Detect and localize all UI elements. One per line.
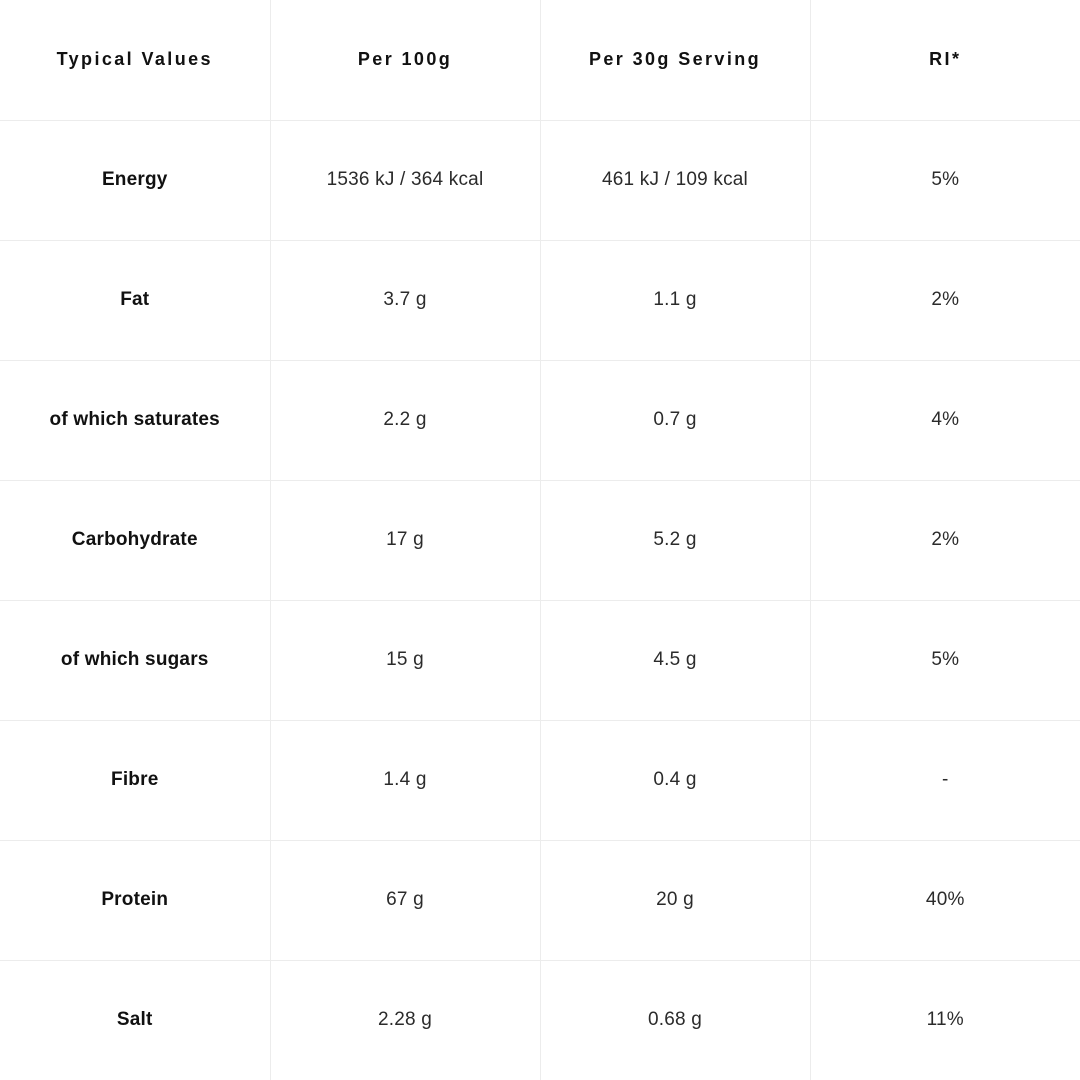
- table-row: [0, 360, 1080, 480]
- value-per-serving: 0.7 g: [540, 360, 810, 480]
- nutrient-label: Fibre: [0, 720, 270, 840]
- nutrient-label: Salt: [0, 960, 270, 1080]
- nutrient-label: Carbohydrate: [0, 480, 270, 600]
- value-ri: 11%: [926, 1009, 964, 1031]
- column-header-typical-values: Typical Values: [0, 0, 270, 120]
- value-ri: -: [810, 720, 1080, 840]
- header-row: [0, 0, 1080, 120]
- nutrient-label: of which sugars: [0, 600, 270, 720]
- value-per-serving: 461 kJ / 109 kcal: [540, 120, 810, 240]
- value-per-serving: 5.2 g: [540, 480, 810, 600]
- table-row: [0, 960, 1080, 1080]
- table-row: [0, 120, 1080, 240]
- value-per-serving: 0.68 g: [540, 960, 810, 1080]
- nutrient-label: Protein: [0, 840, 270, 960]
- table-row: [0, 240, 1080, 360]
- column-header-per-serving: Per 30g Serving: [540, 0, 810, 120]
- value-ri: 5%: [810, 120, 1080, 240]
- value-per-100g: 67 g: [270, 840, 540, 960]
- value-per-serving: 1.1 g: [540, 240, 810, 360]
- column-header-per-100g: Per 100g: [270, 0, 540, 120]
- value-ri: 2%: [810, 240, 1080, 360]
- value-per-100g: 1536 kJ / 364 kcal: [270, 120, 540, 240]
- nutrient-label: Energy: [0, 120, 270, 240]
- table-body: [0, 120, 1080, 1080]
- value-per-serving: 4.5 g: [540, 600, 810, 720]
- value-ri: 4%: [810, 360, 1080, 480]
- nutrient-label: of which saturates: [0, 360, 270, 480]
- value-per-serving: 0.4 g: [540, 720, 810, 840]
- value-per-serving: 20 g: [540, 840, 810, 960]
- value-per-100g: 2.28 g: [270, 960, 540, 1080]
- table-row: [0, 720, 1080, 840]
- value-per-100g: 1.4 g: [270, 720, 540, 840]
- value-ri: 5%: [810, 600, 1080, 720]
- value-ri: 40%: [810, 840, 1080, 960]
- value-per-100g: 15 g: [270, 600, 540, 720]
- table-header: [0, 0, 1080, 120]
- column-header-ri: RI*: [810, 0, 1080, 120]
- value-per-100g: 3.7 g: [270, 240, 540, 360]
- table-row: [0, 480, 1080, 600]
- value-ri: 2%: [810, 480, 1080, 600]
- table-row: [0, 840, 1080, 960]
- value-per-100g: 17 g: [270, 480, 540, 600]
- value-per-100g: 2.2 g: [270, 360, 540, 480]
- nutrient-label: Fat: [0, 240, 270, 360]
- table-row: [0, 600, 1080, 720]
